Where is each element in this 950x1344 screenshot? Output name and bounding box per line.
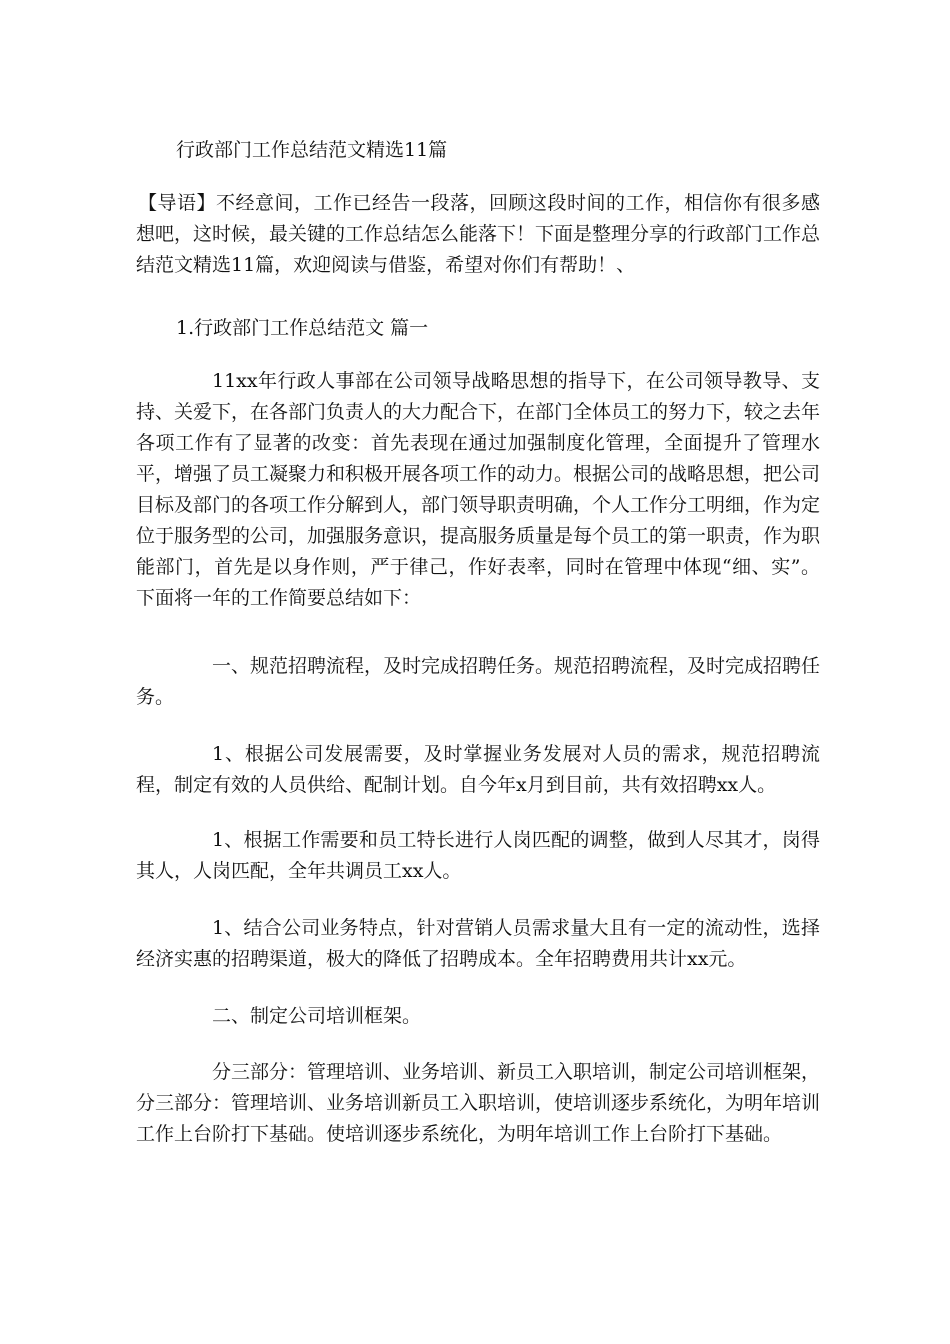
document-title: 行政部门工作总结范文精选11篇 <box>176 139 448 161</box>
body-paragraph-6: 二、制定公司培训框架。 <box>212 1005 422 1027</box>
intro-paragraph: 【导语】不经意间，工作已经告一段落，回顾这段时间的工作，相信你有很多感想吧，这时候，最关键的工作总结怎么能落下！下面是整理分享的行政部门工作总结范文精选11篇，欢迎阅读与借鉴，希望对你们有帮助！、 <box>136 192 821 276</box>
document-page <box>136 0 820 1344</box>
body-paragraph-1: 11xx年行政人事部在公司领导战略思想的指导下，在公司领导教导、支持、关爱下，在各部门负责人的大力配合下，在部门全体员工的努力下，较之去年各项工作有了显著的改变：首先表现在通过加强制度化管理，全面提升了管理水平，增强了员工凝聚力和积极开展各项工作的动力。根据公司的战略思想，把公司目标及部门的各项工作分解到人，部门领导职责明确，个人工作分工明细，作为定位于服务型的公司，加强服务意识，提高服务质量是每个员工的第一职责，作为职能部门，首先是以身作则，严于律己，作好表率，同时在管理中体现“细、实”。下面将一年的工作简要总结如下： <box>136 370 821 609</box>
section-heading: 1.行政部门工作总结范文 篇一 <box>176 317 429 339</box>
body-paragraph-5: 1、结合公司业务特点，针对营销人员需求量大且有一定的流动性，选择经济实惠的招聘渠道，极大的降低了招聘成本。全年招聘费用共计xx元。 <box>136 917 820 970</box>
body-paragraph-3: 1、根据公司发展需要，及时掌握业务发展对人员的需求，规范招聘流程，制定有效的人员供给、配制计划。自今年x月到目前，共有效招聘xx人。 <box>136 743 820 796</box>
body-paragraph-7: 分三部分：管理培训、业务培训、新员工入职培训，制定公司培训框架，分三部分：管理培训、业务培训新员工入职培训，使培训逐步系统化，为明年培训工作上台阶打下基础。使培训逐步系统化，为明年培训工作上台阶打下基础。 <box>136 1061 821 1145</box>
body-paragraph-2: 一、规范招聘流程，及时完成招聘任务。规范招聘流程，及时完成招聘任务。 <box>136 655 821 708</box>
body-paragraph-4: 1、根据工作需要和员工特长进行人岗匹配的调整，做到人尽其才，岗得其人，人岗匹配，全年共调员工xx人。 <box>136 829 820 882</box>
